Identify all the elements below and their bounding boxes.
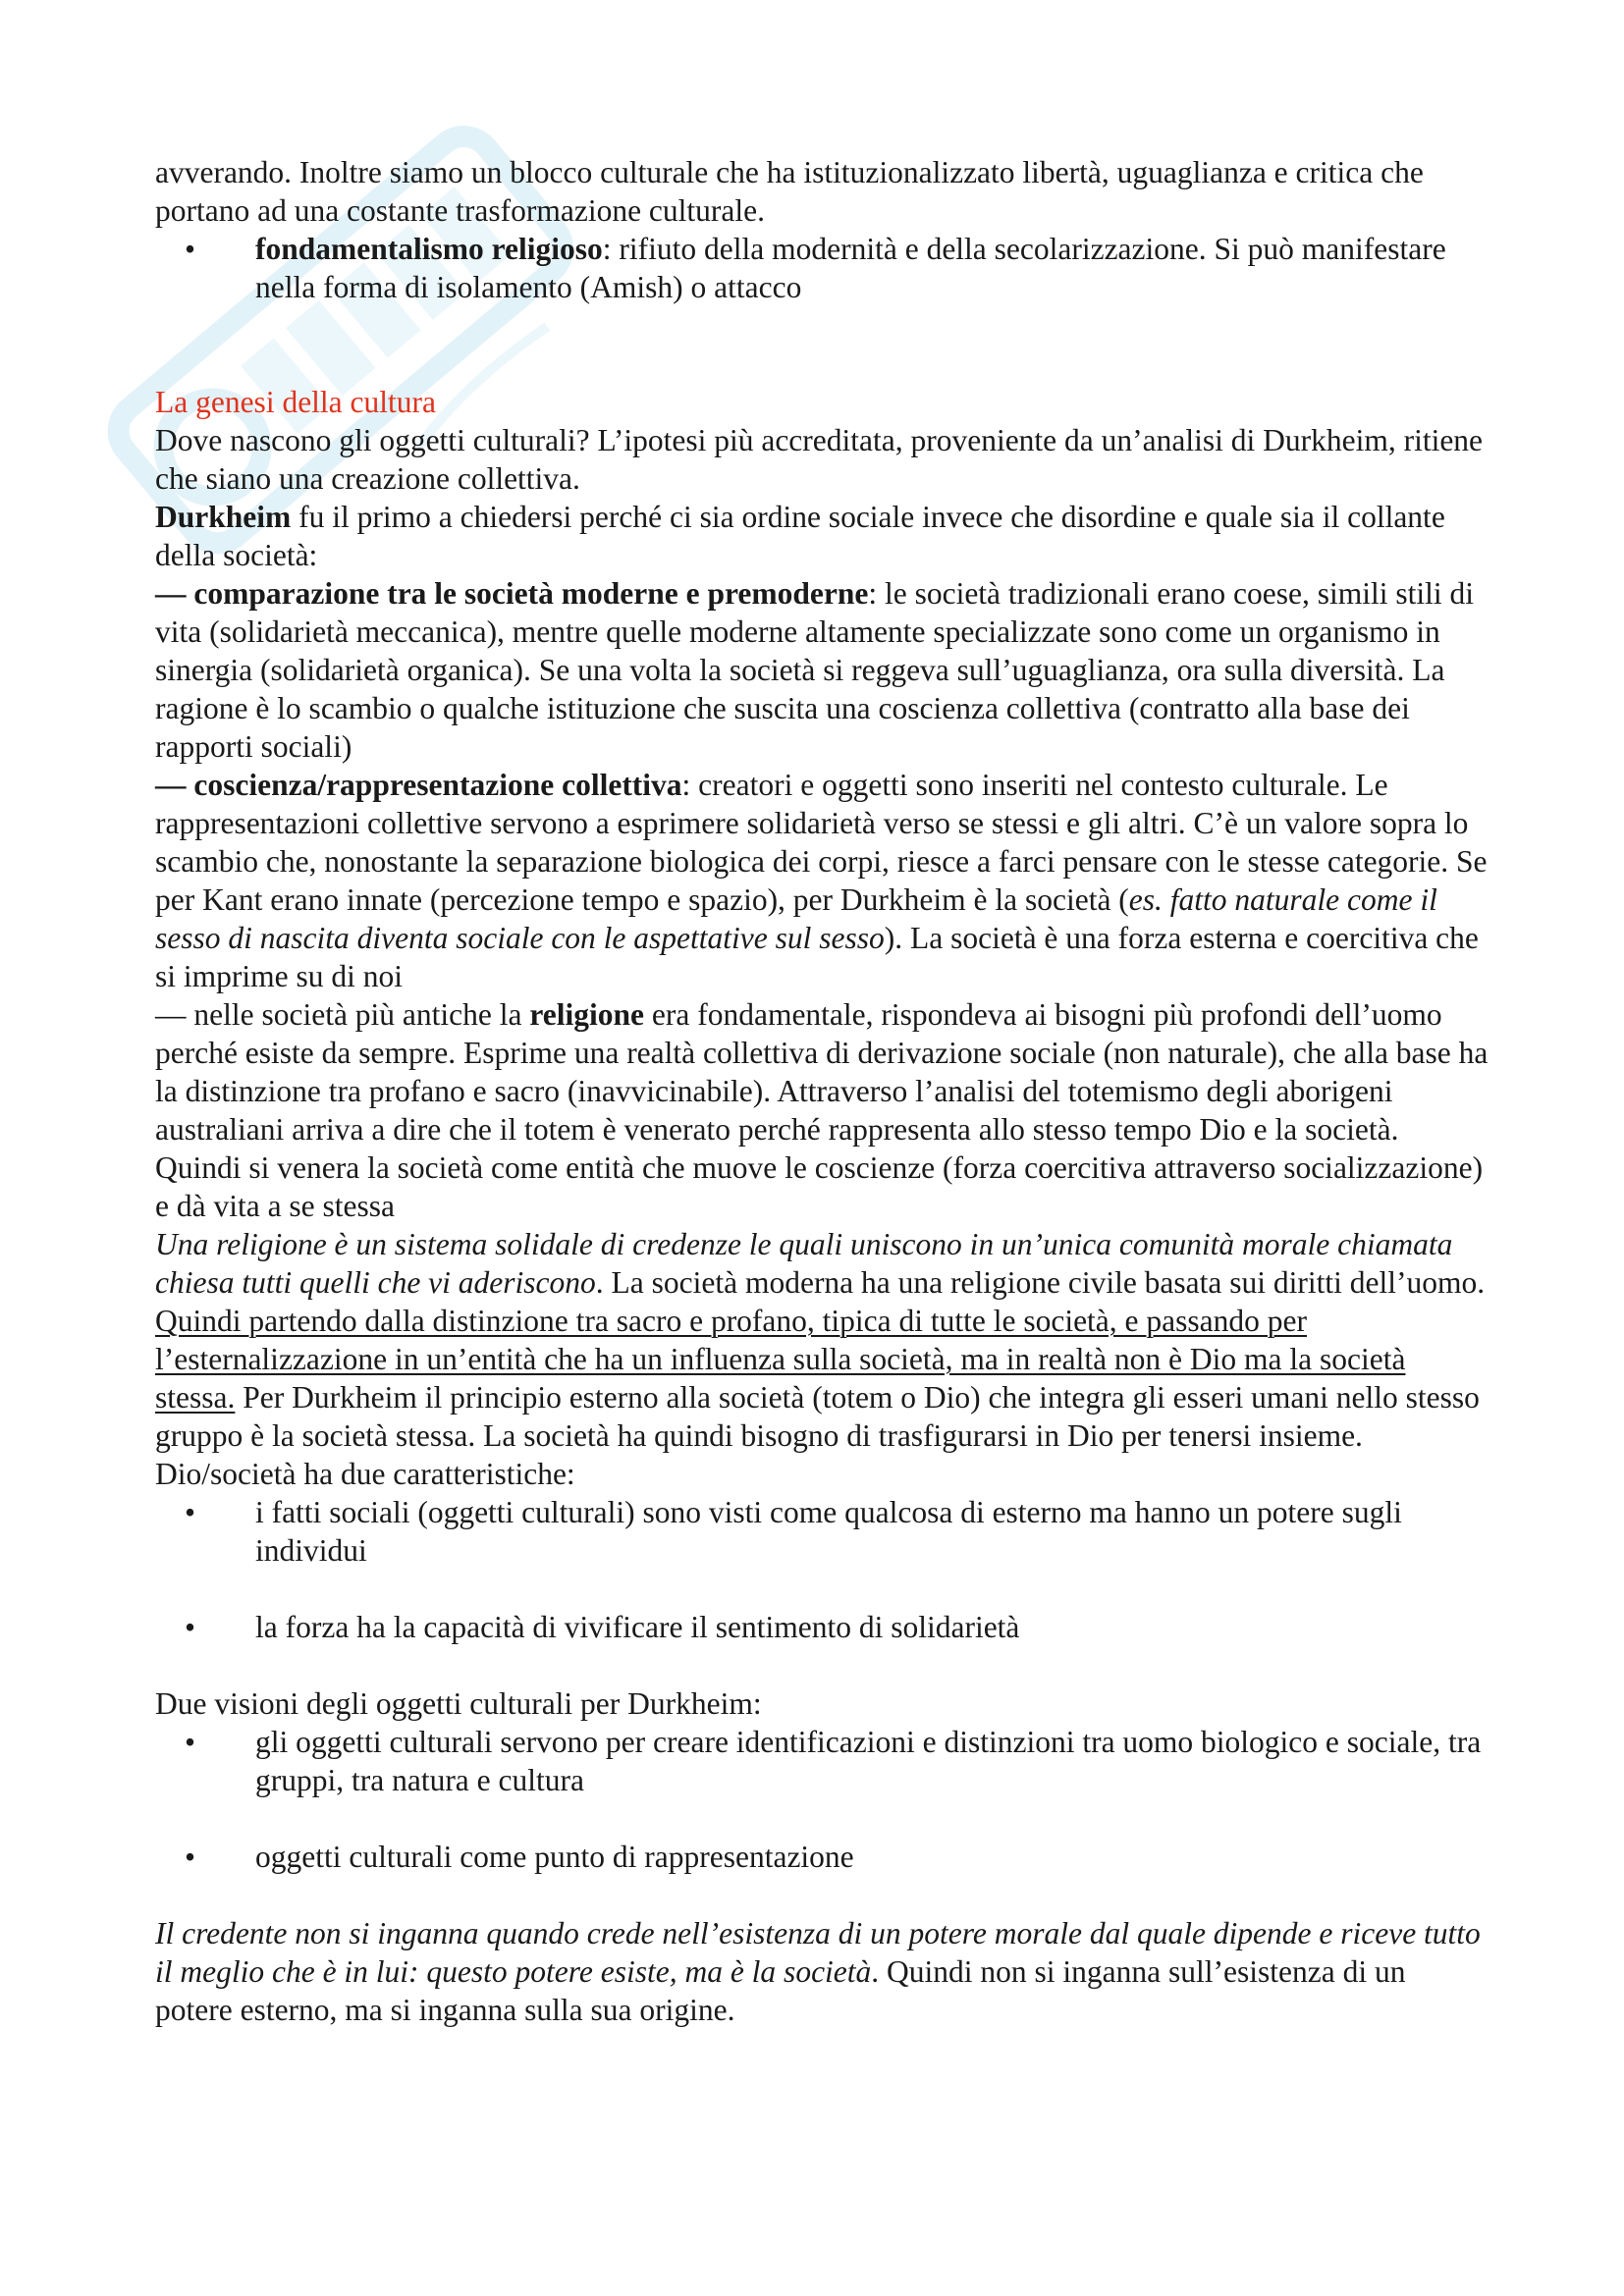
paragraph-visions-intro: Due visioni degli oggetti culturali per Durkheim: — [155, 1686, 762, 1721]
paragraph-text: ). La società è una forza esterna e coercitiva che si imprime su di noi — [155, 921, 1479, 993]
list-item-text: oggetti culturali come punto di rappresentazione — [255, 1840, 854, 1874]
list-item — [155, 230, 1490, 306]
paragraph-collective-consciousness — [155, 766, 1490, 995]
bullet-icon: • — [185, 1610, 196, 1644]
bullet-icon: • — [185, 1725, 196, 1759]
intro-paragraph: avverando. Inoltre siamo un blocco culturale che ha istituzionalizzato libertà, uguaglianza e critica che portano ad una costante trasformazione culturale. — [155, 155, 1424, 228]
paragraph-quote — [155, 1914, 1490, 2029]
list-item-text: la forza ha la capacità di vivificare il sentimento di solidarietà — [255, 1610, 1020, 1644]
section-title: La genesi della cultura — [155, 385, 436, 419]
italic-quote: Il credente non si inganna quando crede nell’esistenza di un potere morale dal quale dipende e riceve tutto il meglio che è in lui: questo potere esiste, ma è la società — [155, 1916, 1481, 1989]
paragraph-text: — nelle società più antiche la — [155, 997, 530, 1032]
list-item — [155, 1608, 1490, 1646]
list-item — [155, 1493, 1490, 1570]
bullet-icon: • — [185, 232, 196, 266]
fundamentalism-list — [155, 230, 1490, 306]
italic-definition: Una religione è un sistema solidale di credenze le quali uniscono in un’unica comunità morale chiamata chiesa tutti quelli che vi aderiscono — [155, 1227, 1453, 1300]
list-item — [155, 1838, 1490, 1876]
paragraph-text: : creatori e oggetti sono inseriti nel contesto culturale. Le rappresentazioni collettive servono a esprimere solidarietà verso se stessi e gli altri. C’è un valore sopra lo scambio che, nonostante la separazione biologica dei corpi, riesce a farci pensare con le stesse categorie. Se per Kant erano innate (percezione tempo e spazio), per Durkheim è la società ( — [155, 768, 1488, 917]
paragraph-origin: Dove nascono gli oggetti culturali? L’ipotesi più accreditata, proveniente da un’analisi di Durkheim, ritiene che siano una creazione collettiva. — [155, 423, 1484, 496]
paragraph-durkheim — [155, 498, 1490, 574]
paragraph-text: : le società tradizionali erano coese, simili stili di vita (solidarietà meccanica), mentre quelle moderne altamente specializzate sono come un organismo in sinergia (solidarietà organica). Se una volta la società si reggeva sull’uguaglianza, ora sulla diversità. La ragione è lo scambio o qualche istituzione che suscita una coscienza collettiva (contratto alla base dei rapporti sociali) — [155, 576, 1475, 764]
visions-list — [155, 1723, 1490, 1876]
paragraph-religion — [155, 995, 1490, 1225]
characteristics-list — [155, 1493, 1490, 1646]
bullet-icon: • — [185, 1495, 196, 1529]
underlined-text: Quindi partendo dalla distinzione tra sacro e profano, tipica di tutte le società, e passando per l’esternalizzazione in un’entità che ha un influenza sulla società, ma in realtà non è Dio ma la società stessa. — [155, 1304, 1406, 1415]
list-item — [155, 1723, 1490, 1799]
paragraph-text: era fondamentale, rispondeva ai bisogni più profondi dell’uomo perché esiste da sempre. Esprime una realtà collettiva di derivazione sociale (non naturale), che alla base ha la distinzione tra profano e sacro (inavvicinabile). Attraverso l’analisi del totemismo degli aborigeni australiani arriva a dire che il totem è venerato perché rappresenta allo stesso tempo Dio e la società. Quindi si venera la società come entità che muove le coscienze (forza coercitiva attraverso socializzazione) e dà vita a se stessa — [155, 997, 1489, 1223]
term-religion: religione — [529, 997, 645, 1032]
paragraph-comparison — [155, 574, 1490, 766]
list-item-text: i fatti sociali (oggetti culturali) sono visti come qualcosa di esterno ma hanno un potere sugli individui — [255, 1495, 1402, 1568]
term-collective-consciousness: — coscienza/rappresentazione collettiva — [155, 768, 682, 802]
paragraph-text: fu il primo a chiedersi perché ci sia ordine sociale invece che disordine e quale sia il collante della società: — [155, 500, 1445, 572]
bullet-icon: • — [185, 1840, 196, 1874]
paragraph-summary — [155, 1302, 1490, 1493]
italic-example: es. fatto naturale come il sesso di nascita diventa sociale con le aspettative sul sesso — [155, 882, 1437, 955]
paragraph-text: . La società moderna ha una religione civile basata sui diritti dell’uomo. — [595, 1265, 1486, 1300]
list-item-text: gli oggetti culturali servono per creare identificazioni e distinzioni tra uomo biologico e sociale, tra gruppi, tra natura e cultura — [255, 1725, 1482, 1797]
paragraph-text: Per Durkheim il principio esterno alla società (totem o Dio) che integra gli esseri umani nello stesso gruppo è la società stessa. La società ha quindi bisogno di trasfigurarsi in Dio per tenersi insieme. Dio/società ha due caratteristiche: — [155, 1380, 1480, 1491]
name-durkheim: Durkheim — [155, 500, 292, 534]
paragraph-religion-definition — [155, 1225, 1490, 1302]
definition-text: : rifiuto della modernità e della secolarizzazione. Si può manifestare nella forma di isolamento (Amish) o attacco — [255, 232, 1446, 304]
paragraph-text: . Quindi non si inganna sull’esistenza di un potere esterno, ma si inganna sulla sua origine. — [155, 1954, 1406, 2027]
term-comparison: — comparazione tra le società moderne e premoderne — [155, 576, 869, 611]
term-fundamentalism: fondamentalismo religioso — [255, 232, 603, 266]
document-page — [155, 153, 1490, 2029]
